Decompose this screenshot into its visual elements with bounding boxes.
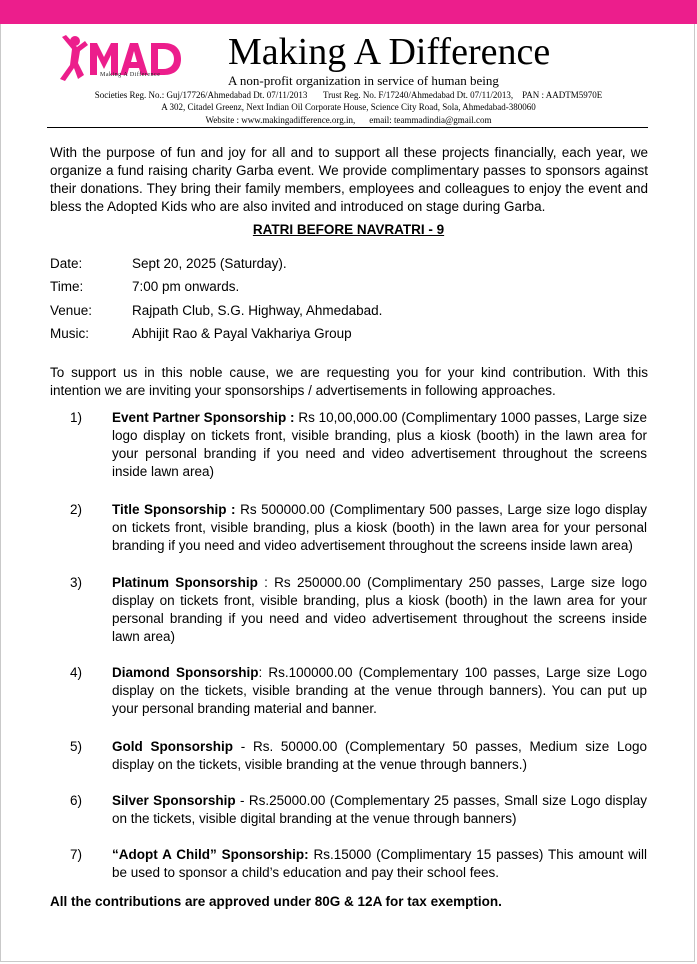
item-description [112, 574, 647, 646]
header-rule [47, 127, 648, 128]
item-number: 6) [70, 793, 83, 808]
item-description [112, 409, 647, 481]
item-name: Gold Sponsorship [112, 739, 233, 754]
email-text: email: teammadindia@gmail.com [369, 115, 492, 125]
website-text: Website : www.makingadifference.org.in, [205, 115, 356, 125]
item-detail: : Rs 250000.00 (Complimentary 250 passes, Large size logo display on tickets front, visible branding, plus a kiosk (booth) in the lawn area for your personal branding if you need and video advertisement throughout the screens inside lawn area) [112, 575, 648, 644]
detail-value: 7:00 pm onwards. [132, 279, 240, 295]
logo-tagline: Making A Difference [100, 72, 161, 78]
item-description [112, 846, 647, 882]
org-name: Making A Difference [228, 31, 551, 73]
detail-value: Sept 20, 2025 (Saturday). [132, 256, 287, 271]
item-number: 4) [70, 665, 83, 680]
detail-label: Date: [50, 256, 83, 271]
item-name: Diamond Sponsorship [112, 665, 259, 680]
item-name: Title Sponsorship : [112, 502, 236, 517]
item-description [112, 792, 647, 828]
item-number: 3) [70, 575, 83, 590]
address-line: A 302, Citadel Greenz, Next Indian Oil Corporate House, Science City Road, Sola, Ahmedabad-380060 [161, 102, 536, 112]
item-detail: - Rs. 50000.00 (Complementary 50 passes, Medium size Logo display on the tickets, visible branding at the venue through banners.) [112, 739, 648, 772]
detail-row-music [50, 325, 648, 348]
item-detail: Rs.15000 (Complimentary 15 passes) This amount will be used to sponsor a child’s education and pay their school fees. [112, 847, 648, 880]
event-details [50, 255, 648, 348]
item-description [112, 738, 647, 774]
detail-row-date [50, 255, 648, 278]
item-detail: - Rs.25000.00 (Complementary 25 passes, Small size Logo display on the tickets, visible digital branding at the venue through banners) [112, 793, 648, 826]
item-detail: Rs 500000.00 (Complimentary 500 passes, Large size logo display on tickets front, visible branding, plus a kiosk (booth) in the lawn area for your personal branding if you need and video advertisement throughout the screens inside lawn area) [112, 502, 647, 553]
item-name: Platinum Sponsorship [112, 575, 258, 590]
detail-label: Music: [50, 325, 90, 341]
item-name: Event Partner Sponsorship : [112, 410, 295, 425]
detail-value: Abhijit Rao & Payal Vakhariya Group [132, 325, 352, 341]
detail-label: Venue: [50, 302, 93, 318]
item-number: 1) [70, 410, 83, 425]
event-title: RATRI BEFORE NAVRATRI - 9 [252, 222, 445, 237]
item-description [112, 501, 647, 555]
support-paragraph: To support us in this noble cause, we are requesting you for your kind contribution. With this intention we are inviting your sponsorships / advertisements in following approaches. [50, 365, 648, 398]
intro-paragraph: With the purpose of fun and joy for all and to support all these projects financially, each year, we organize a fund raising charity Garba event. We provide complimentary passes to sponsors against their donations. They bring their family members, employees and colleagues to enjoy the event and bless the Adopted Kids who are also invited and introduced on stage during Garba. [50, 145, 648, 214]
org-tagline: A non-profit organization in service of human being [228, 73, 499, 88]
header-color-bar [0, 0, 697, 24]
item-name: Silver Sponsorship [112, 793, 236, 808]
item-detail: : Rs.100000.00 (Complementary 100 passes, Large size Logo display on the tickets, visible branding at the venue through banners). You can put up your personal branding material and banner. [112, 665, 647, 716]
detail-row-time [50, 278, 648, 301]
detail-label: Time: [50, 279, 84, 295]
detail-row-venue [50, 302, 648, 325]
item-number: 5) [70, 739, 83, 754]
item-number: 7) [70, 847, 83, 862]
tax-exemption-note: All the contributions are approved under 80G & 12A for tax exemption. [50, 894, 502, 909]
registration-line: Societies Reg. No.: Guj/17726/Ahmedabad Dt. 07/11/2013 Trust Reg. No. F/17240/Ahmedabad Dt. 07/11/2013, PAN : AADTM5970E [94, 90, 603, 100]
item-number: 2) [70, 502, 83, 517]
item-detail: Rs 10,00,000.00 (Complimentary 1000 passes, Large size logo display on tickets front, visible branding, plus a kiosk (booth) in the lawn area for your personal branding if you need and video advertisement throughout the screens inside lawn area) [112, 410, 647, 479]
item-name: “Adopt A Child” Sponsorship: [112, 847, 309, 862]
contact-line [0, 115, 697, 125]
detail-value: Rajpath Club, S.G. Highway, Ahmedabad. [132, 302, 383, 318]
item-description [112, 664, 647, 718]
